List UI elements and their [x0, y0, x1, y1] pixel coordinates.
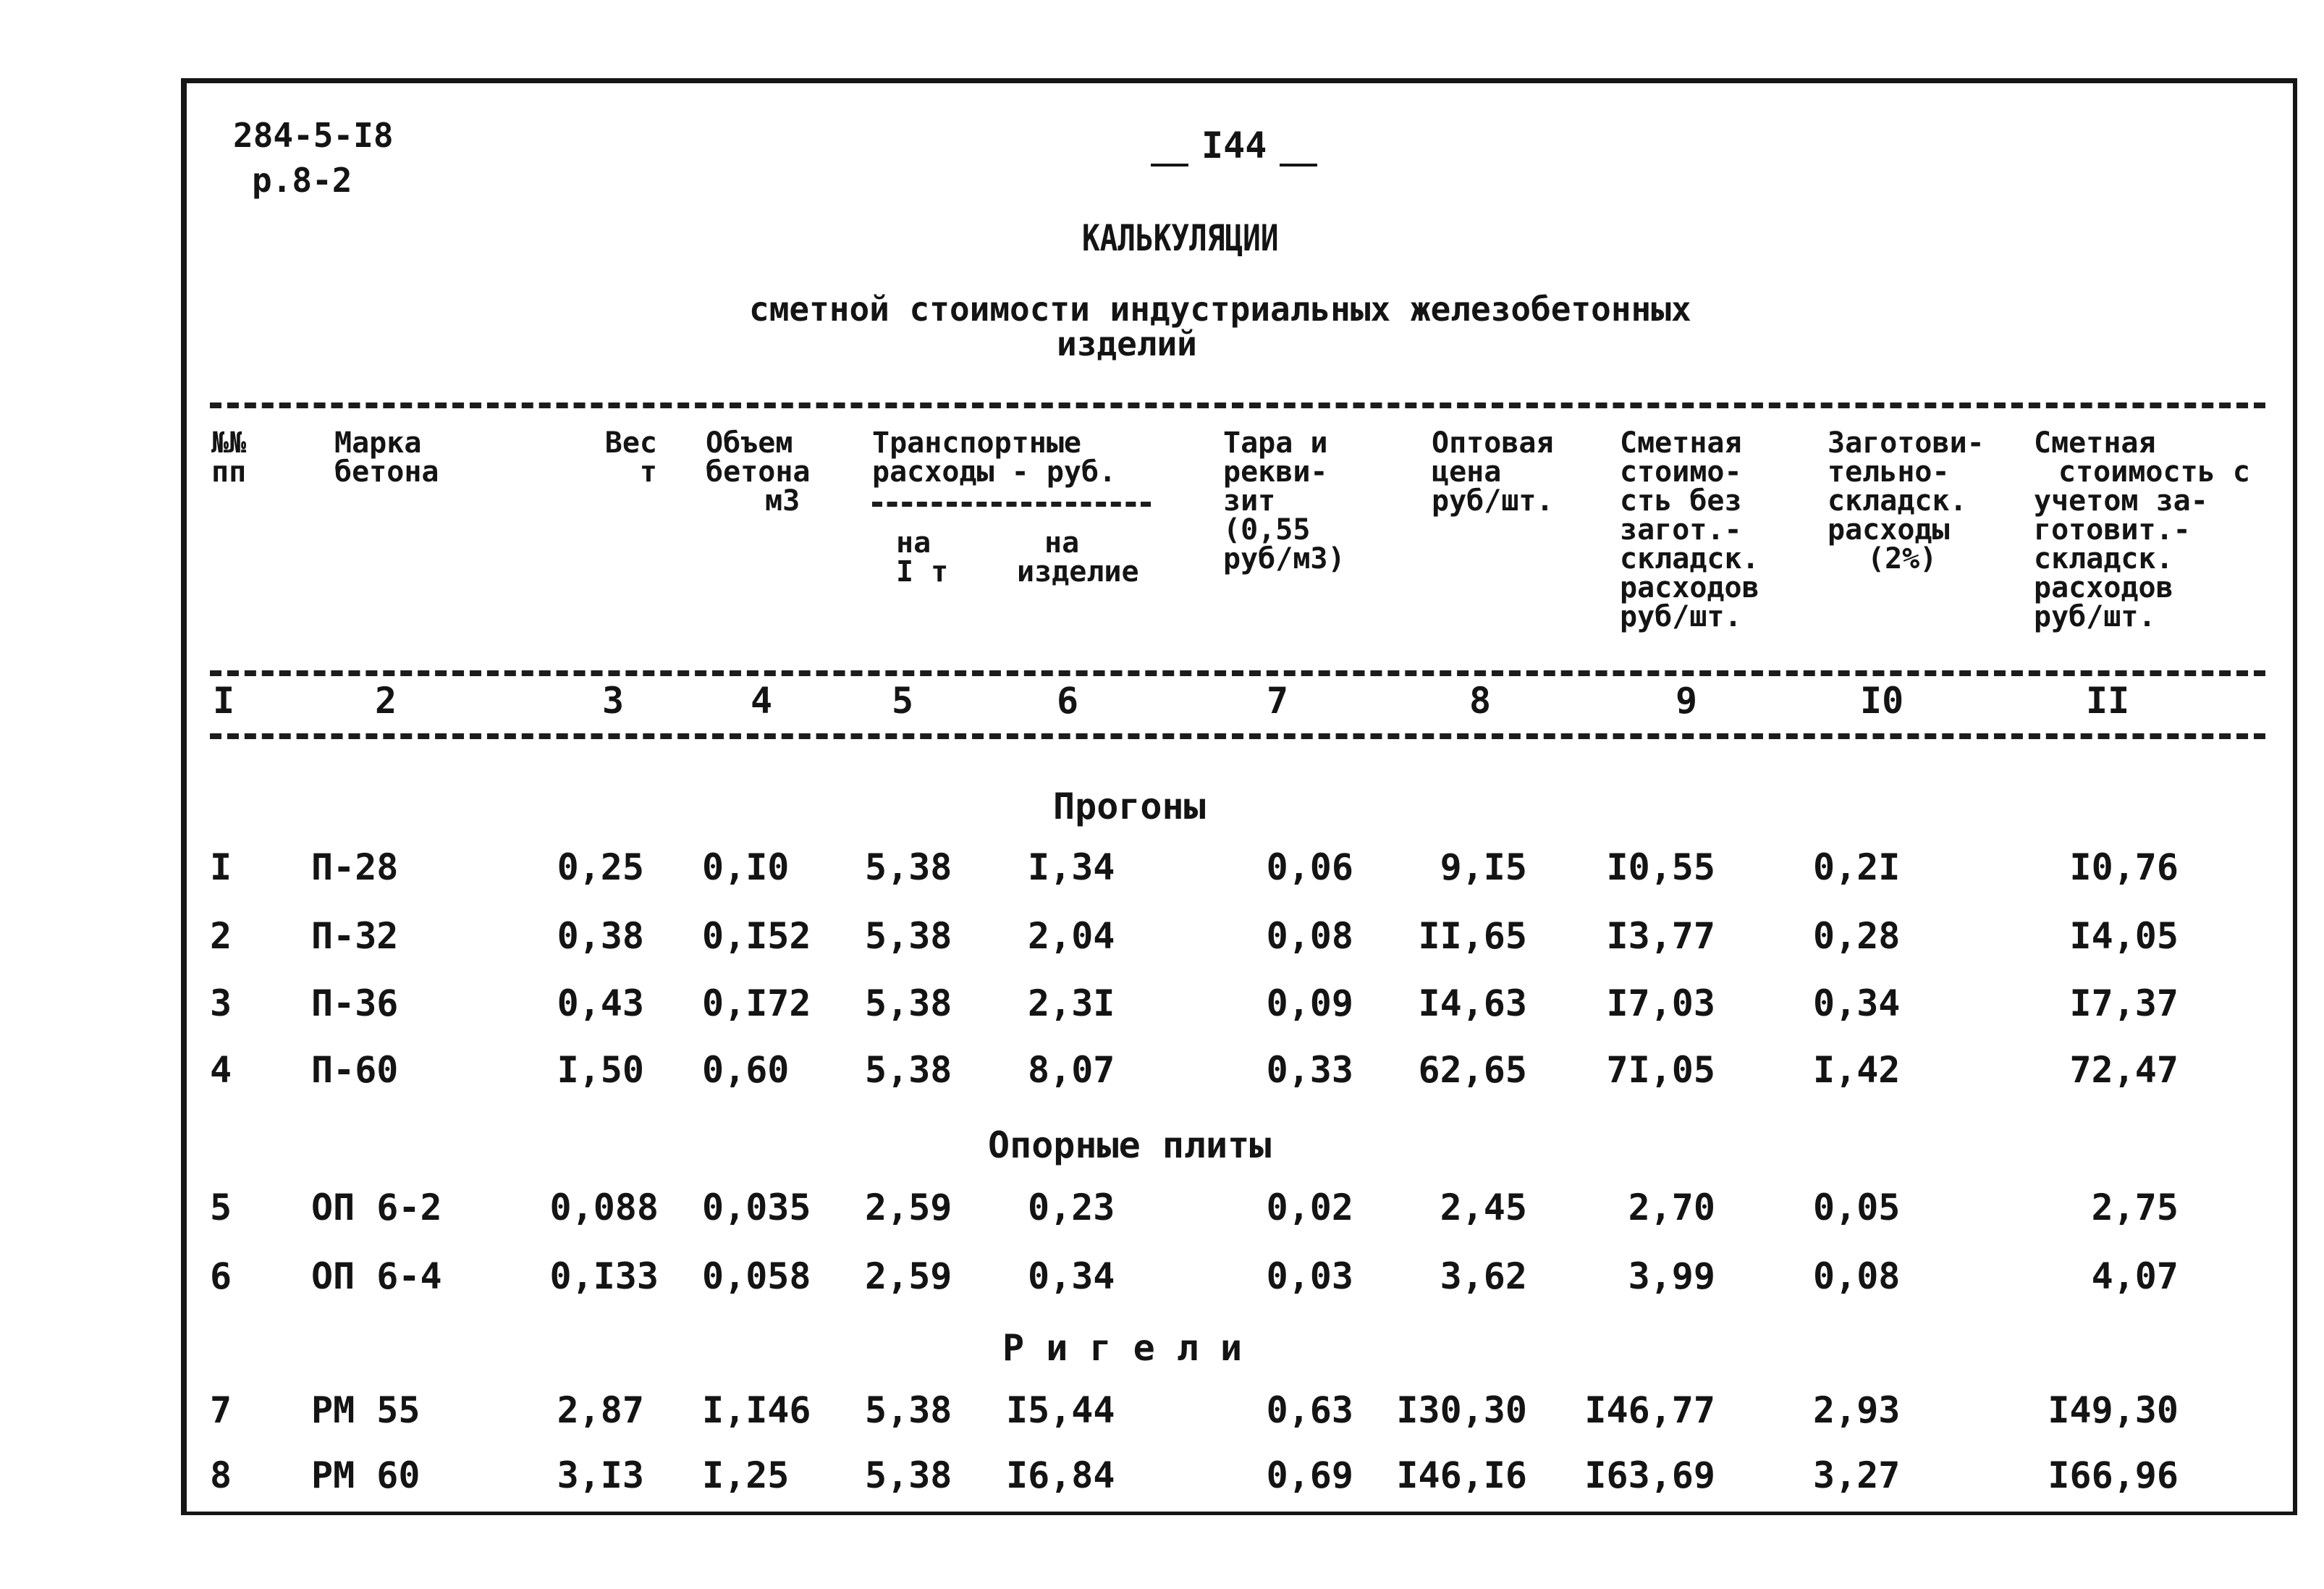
cell-cost-with: 4,07 [2091, 1255, 2179, 1297]
section-title: Прогоны [1053, 785, 1206, 827]
cell-mark: ОП 6-4 [311, 1255, 442, 1297]
col-number: I [213, 680, 235, 722]
header-col-9-line: Сметная [1620, 426, 1742, 460]
cell-num: 7 [210, 1389, 232, 1431]
cell-mark: РМ 55 [311, 1389, 421, 1431]
col-number: 5 [892, 680, 914, 722]
header-col-10-line: (2%) [1867, 542, 1938, 576]
cell-transport-per-t: 2,59 [865, 1255, 952, 1297]
header-col-6 [1017, 526, 1139, 589]
header-col-11-line: учетом за- [2034, 484, 2208, 518]
cell-num: 4 [210, 1049, 232, 1091]
col-number: 9 [1676, 680, 1698, 722]
cell-wholesale-price: 2,45 [1440, 1187, 1527, 1228]
col-number: I0 [1860, 680, 1904, 722]
header-col-10-line: складск. [1827, 484, 1967, 518]
cell-volume: 0,058 [702, 1255, 811, 1297]
cell-mark: ОП 6-2 [311, 1187, 442, 1228]
cell-cost-with: I66,96 [2048, 1454, 2179, 1496]
cell-volume: 0,60 [702, 1049, 790, 1091]
header-col-3 [585, 426, 657, 489]
col-number: 6 [1057, 680, 1079, 722]
header-col-9-line: стоимо- [1620, 455, 1742, 489]
cell-cost-without: I0,55 [1606, 846, 1715, 888]
header-col-2 [334, 426, 439, 489]
col-number: 3 [602, 680, 625, 722]
page-subtitle-line1: сметной стоимости индустриальных железобетонных [749, 290, 1691, 329]
header-col-9-line: загот.- [1620, 513, 1742, 547]
header-col-4 [706, 426, 811, 518]
header-col-1 [211, 426, 247, 489]
header-col-7-line: (0,55 [1223, 513, 1311, 547]
header-col-4-line: м3 [765, 484, 800, 518]
header-col-5-line: I т [896, 555, 949, 589]
header-col-6-line: на [1044, 526, 1080, 560]
header-col-3-line: Вес [604, 426, 657, 460]
cell-volume: I,25 [702, 1454, 790, 1496]
cell-transport-per-t: 5,38 [865, 846, 952, 888]
cell-volume: 0,035 [702, 1187, 811, 1228]
header-col-9 [1620, 426, 1759, 633]
cell-cost-with: 2,75 [2091, 1187, 2179, 1228]
cell-transport-per-item: I,34 [1028, 846, 1115, 888]
cell-storage-costs: 3,27 [1813, 1454, 1901, 1496]
table-top-rule [210, 402, 2265, 408]
cell-transport-per-t: 5,38 [865, 1049, 952, 1091]
header-transport-line: расходы - руб. [872, 455, 1117, 489]
header-col-9-line: сть без [1620, 484, 1742, 518]
header-col-4-line: Объем [706, 426, 793, 460]
header-col-11-line: Сметная [2034, 426, 2156, 460]
header-col-10-line: тельно- [1827, 455, 1950, 489]
cell-num: 6 [210, 1255, 232, 1297]
header-col-10 [1827, 426, 1985, 576]
cell-volume: 0,I52 [702, 915, 811, 957]
cell-mark: П-28 [311, 846, 399, 888]
cell-cost-without: I46,77 [1584, 1389, 1715, 1431]
cell-wholesale-price: 3,62 [1440, 1255, 1527, 1297]
header-col-7-line: руб/м3) [1223, 542, 1345, 576]
cell-weight: 2,87 [557, 1389, 644, 1431]
header-transport-line: Транспортные [872, 426, 1081, 460]
cell-transport-per-t: 5,38 [865, 1454, 952, 1496]
cell-cost-with: I49,30 [2048, 1389, 2179, 1431]
page-number-value: I44 [1201, 125, 1267, 167]
cell-mark: РМ 60 [311, 1454, 421, 1496]
section-title: Опорные плиты [988, 1124, 1272, 1166]
cell-weight: 0,38 [557, 915, 644, 957]
cell-transport-per-item: 0,34 [1028, 1255, 1115, 1297]
header-col-11-line: готовит.- [2034, 513, 2191, 547]
cell-num: 2 [210, 915, 232, 957]
header-col-11-line: расходов [2034, 571, 2173, 604]
cell-cost-without: I3,77 [1606, 915, 1715, 957]
cell-mark: П-32 [311, 915, 399, 957]
header-col-3-line: т [639, 455, 657, 489]
col-number: II [2086, 680, 2130, 722]
cell-transport-per-item: 8,07 [1028, 1049, 1115, 1091]
header-col-11-line: руб/шт. [2034, 600, 2156, 633]
cell-tare: 0,33 [1266, 1049, 1353, 1091]
header-transport-group [872, 426, 1117, 489]
cell-cost-without: 7I,05 [1606, 1049, 1715, 1091]
header-col-4-line: бетона [706, 455, 811, 489]
document-section: р.8-2 [252, 161, 352, 200]
header-col-9-line: руб/шт. [1620, 600, 1742, 633]
cell-cost-with: I0,76 [2069, 846, 2179, 888]
header-col-1-line: пп [211, 455, 247, 489]
header-col-2-line: Марка [334, 426, 422, 460]
cell-cost-with: 72,47 [2069, 1049, 2179, 1091]
header-col-5 [896, 526, 949, 589]
transport-sub-rule [872, 502, 1151, 507]
cell-tare: 0,06 [1266, 846, 1353, 888]
header-col-7-line: Тара и [1223, 426, 1328, 460]
header-col-1-line: №№ [211, 426, 247, 460]
cell-storage-costs: 0,08 [1813, 1255, 1901, 1297]
cell-num: I [210, 846, 232, 888]
cell-storage-costs: 0,2I [1813, 846, 1901, 888]
cell-tare: 0,08 [1266, 915, 1353, 957]
cell-weight: I,50 [557, 1049, 644, 1091]
header-col-9-line: складск. [1620, 542, 1759, 576]
document-code: 284-5-I8 [233, 116, 394, 155]
cell-tare: 0,63 [1266, 1389, 1353, 1431]
cell-cost-without: 3,99 [1628, 1255, 1715, 1297]
col-number: 2 [375, 680, 397, 722]
cell-cost-without: 2,70 [1628, 1187, 1715, 1228]
header-col-7 [1223, 426, 1345, 576]
cell-mark: П-36 [311, 982, 399, 1024]
header-col-9-line: расходов [1620, 571, 1759, 604]
cell-transport-per-t: 5,38 [865, 982, 952, 1024]
cell-transport-per-item: 2,3I [1028, 982, 1115, 1024]
header-col-2-line: бетона [334, 455, 439, 489]
cell-tare: 0,09 [1266, 982, 1353, 1024]
cell-tare: 0,02 [1266, 1187, 1353, 1228]
cell-num: 5 [210, 1187, 232, 1228]
header-col-6-line: изделие [1017, 555, 1139, 589]
col-number-bottom-rule [210, 733, 2265, 739]
cell-transport-per-item: 2,04 [1028, 915, 1115, 957]
cell-tare: 0,69 [1266, 1454, 1353, 1496]
header-col-10-line: расходы [1827, 513, 1950, 547]
cell-transport-per-item: I5,44 [1006, 1389, 1115, 1431]
cell-cost-without: I63,69 [1584, 1454, 1715, 1496]
cell-transport-per-item: 0,23 [1028, 1187, 1115, 1228]
cell-weight: 0,088 [549, 1187, 659, 1228]
cell-storage-costs: 0,05 [1813, 1187, 1901, 1228]
header-col-11-line: складск. [2034, 542, 2173, 576]
cell-transport-per-t: 5,38 [865, 915, 952, 957]
header-bottom-rule [210, 670, 2265, 676]
cell-cost-with: I7,37 [2069, 982, 2179, 1024]
cell-volume: I,I46 [702, 1389, 811, 1431]
cell-storage-costs: 0,28 [1813, 915, 1901, 957]
cell-num: 8 [210, 1454, 232, 1496]
cell-tare: 0,03 [1266, 1255, 1353, 1297]
header-col-11 [2034, 426, 2250, 633]
page-subtitle-line2: изделий [1057, 324, 1197, 363]
cell-wholesale-price: II,65 [1418, 915, 1527, 957]
cell-mark: П-60 [311, 1049, 399, 1091]
header-col-7-line: зит [1223, 484, 1276, 518]
header-col-8 [1432, 426, 1554, 518]
header-col-7-line: рекви- [1223, 455, 1328, 489]
cell-volume: 0,I72 [702, 982, 811, 1024]
page-number [1151, 125, 1317, 167]
cell-transport-per-item: I6,84 [1006, 1454, 1115, 1496]
header-col-8-line: Оптовая [1432, 426, 1554, 460]
cell-wholesale-price: I46,I6 [1396, 1454, 1527, 1496]
col-number: 4 [751, 680, 773, 722]
header-col-8-line: цена [1432, 455, 1502, 489]
cell-wholesale-price: I30,30 [1396, 1389, 1527, 1431]
cell-weight: 0,43 [557, 982, 644, 1024]
cell-transport-per-t: 5,38 [865, 1389, 952, 1431]
cell-weight: 0,25 [557, 846, 644, 888]
cell-wholesale-price: 62,65 [1418, 1049, 1527, 1091]
cell-num: 3 [210, 982, 232, 1024]
col-number: 7 [1267, 680, 1289, 722]
header-col-10-line: Заготови- [1827, 426, 1985, 460]
cell-storage-costs: I,42 [1813, 1049, 1901, 1091]
cell-cost-without: I7,03 [1606, 982, 1715, 1024]
cell-wholesale-price: I4,63 [1418, 982, 1527, 1024]
header-col-5-line: на [896, 526, 931, 560]
cell-wholesale-price: 9,I5 [1440, 846, 1527, 888]
cell-weight: 0,I33 [549, 1255, 659, 1297]
cell-weight: 3,I3 [557, 1454, 644, 1496]
cell-volume: 0,I0 [702, 846, 790, 888]
cell-cost-with: I4,05 [2069, 915, 2179, 957]
section-title: Р и г е л и [1002, 1327, 1243, 1369]
page-title: КАЛЬКУЛЯЦИИ [1082, 217, 1279, 259]
cell-transport-per-t: 2,59 [865, 1187, 952, 1228]
header-col-11-line: стоимость с [2058, 455, 2250, 489]
cell-storage-costs: 0,34 [1813, 982, 1901, 1024]
header-col-8-line: руб/шт. [1432, 484, 1554, 518]
col-number: 8 [1469, 680, 1492, 722]
cell-storage-costs: 2,93 [1813, 1389, 1901, 1431]
